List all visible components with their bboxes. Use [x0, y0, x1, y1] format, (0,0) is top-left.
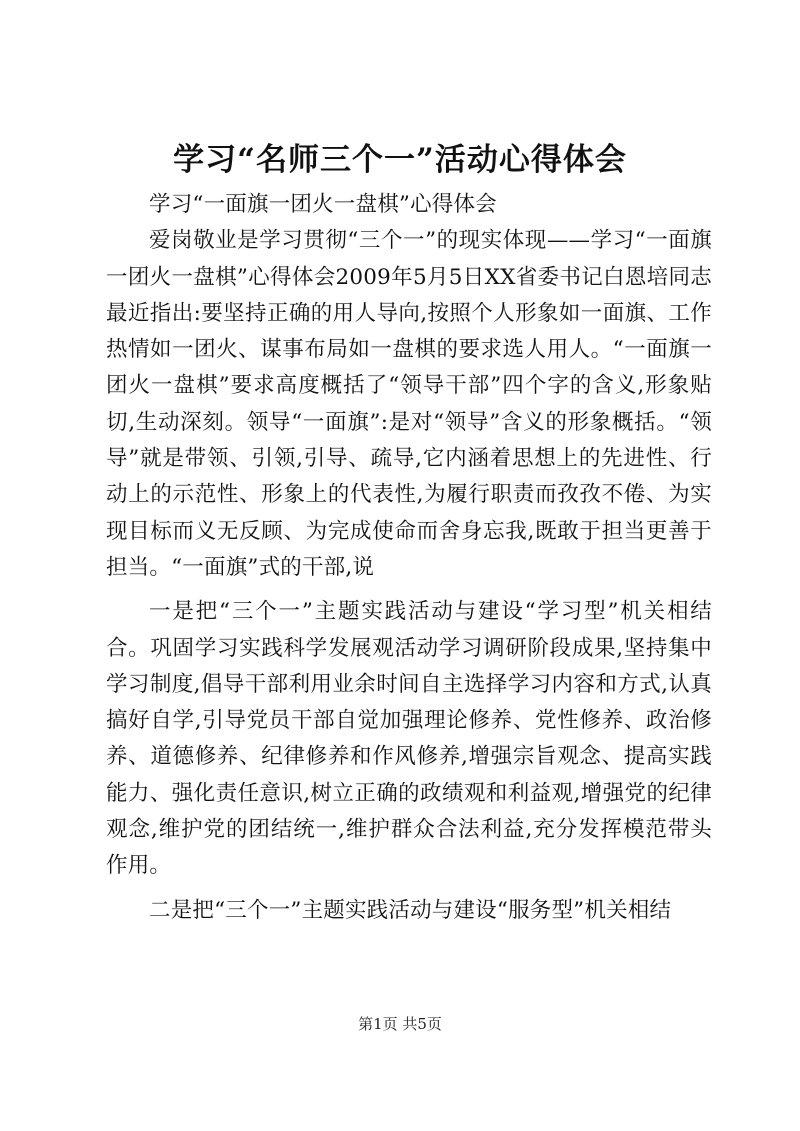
- body-paragraph: 二是把“三个一”主题实践活动与建设“服务型”机关相结: [149, 897, 672, 923]
- page-number-footer: 第1页 共5页: [358, 1015, 442, 1033]
- body-paragraph: 一是把“三个一”主题实践活动与建设“学习型”机关相结合。巩固学习实践科学发展观活动学习调研阶段成果,坚持集中学习制度,倡导干部利用业余时间自主选择学习内容和方式,认真搞好自学,引导党员干部自觉加强理论修养、党性修养、政治修养、道德修养、纪律修养和作风修养,增强宗旨观念、提高实践能力、强化责任意识,树立正确的政绩观和利益观,增强党的纪律观念,维护党的团结统一,维护群众合法利益,充分发挥模范带头作用。: [106, 599, 712, 879]
- document-title: 学习“名师三个一”活动心得体会: [173, 142, 627, 178]
- document-body: [106, 187, 712, 929]
- subtitle-paragraph: 学习“一面旗一团火一盘棋”心得体会: [149, 192, 497, 217]
- body-paragraph: 爱岗敬业是学习贯彻“三个一”的现实体现——学习“一面旗一团火一盘棋”心得体会2009年5月5日XX省委书记白恩培同志最近指出:要坚持正确的用人导向,按照个人形象如一面旗、工作热情如一团火、谋事布局如一盘棋的要求选人用人。“一面旗一团火一盘棋”要求高度概括了“领导干部”四个字的含义,形象贴切,生动深刻。领导“一面旗”:是对“领导”含义的形象概括。“领导”就是带领、引领,引导、疏导,它内涵着思想上的先进性、行动上的示范性、形象上的代表性,为履行职责而孜孜不倦、为实现目标而义无反顾、为完成使命而舍身忘我,既敢于担当更善于担当。“一面旗”式的干部,说: [106, 228, 712, 580]
